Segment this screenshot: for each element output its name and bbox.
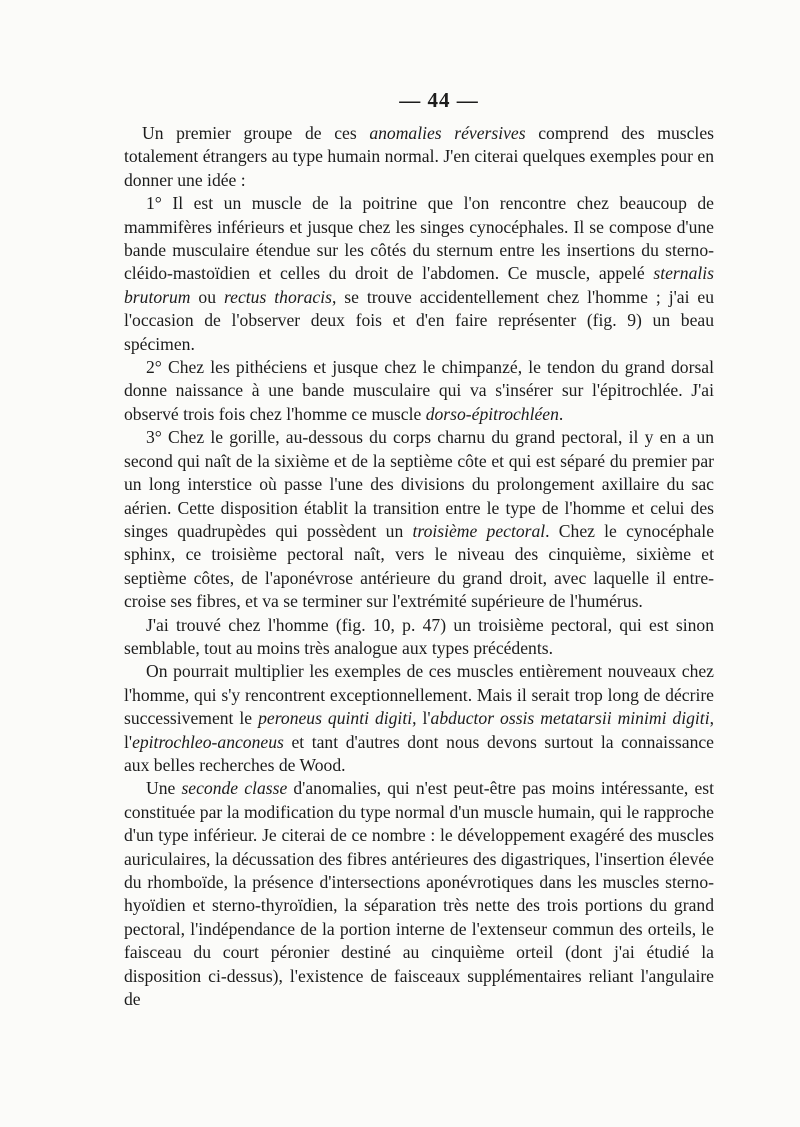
text-run: . [558, 403, 564, 424]
text-run: , l' [412, 708, 431, 729]
italic-term: peroneus quinti digiti [258, 708, 413, 729]
text-run: , se trouve accidentellement chez l'homme ; j'ai eu l'occasion de l'observer deux fois et d'en faire représenter (fig. 9) un beau spécimen. [124, 286, 715, 354]
paragraph [124, 426, 714, 613]
paragraph [124, 356, 714, 426]
paragraph [124, 192, 714, 356]
text-run: 3° Chez le gorille, au-dessous du corps charnu du grand pectoral, il y en a un second qui naît de la sixième et de la septième côte et qui est séparé du premier par un long interstice où passe l'une des divisions du prolongement axillaire du sac aérien. Cette disposition établit la transition entre le type de l'homme et celui des singes quadrupèdes qui possèdent un [124, 427, 714, 541]
italic-term: epitrochleo-anconeus [132, 731, 284, 752]
paragraph [124, 660, 714, 777]
text-run: ou [190, 286, 224, 307]
text-run: 2° Chez les pithéciens et jusque chez le chimpanzé, le tendon du grand dorsal donne naissance à une bande musculaire qui va s'insérer sur l'épitrochlée. J'ai observé trois fois chez l'homme ce muscle [124, 357, 714, 424]
text-run: et tant d'autres dont nous devons surtout la connaissance aux belles recherches de Wood. [124, 731, 714, 775]
body-text [124, 122, 714, 1011]
italic-term: troisième pectoral [412, 520, 546, 541]
text-run: J'ai trouvé chez l'homme (fig. 10, p. 47) un troisième pectoral, qui est sinon semblable, tout au moins très analogue aux types précédents. [124, 614, 714, 658]
italic-term: abductor ossis metatarsii minimi digiti [430, 708, 710, 729]
text-run: Un premier groupe de ces [142, 123, 370, 143]
text-run: comprend des muscles totalement étrangers au type humain normal. J'en citerai quelques exemples pour en donner une idée : [124, 123, 714, 190]
italic-term: anomalies réversives [369, 123, 526, 143]
text-run: . Chez le cynocéphale sphinx, ce troisième pectoral naît, vers le niveau des cinquième, sixième et septième côtes, de l'aponévrose antérieure du grand droit, avec laquelle il entre-croise ses fibres, et va se terminer sur l'extrémité supérieure de l'humérus. [124, 520, 715, 612]
italic-term: rectus thoracis [223, 286, 332, 307]
paragraph [124, 122, 714, 192]
text-run: Une [146, 778, 182, 799]
page-number: — 44 — [399, 88, 479, 112]
text-run: On pourrait multiplier les exemples de ces muscles entièrement nouveaux chez l'homme, qui s'y rencontrent exceptionnellement. Mais il serait trop long de décrire successivement le [124, 661, 714, 729]
paragraph [124, 777, 714, 1011]
text-run: 1° Il est un muscle de la poitrine que l'on rencontre chez beaucoup de mammifères inférieurs et jusque chez les singes cynocéphales. Il se compose d'une bande musculaire étendue sur les côtés du sternum entre les insertions du sterno-cléido-mastoïdien et celles du droit de l'abdomen. Ce muscle, appelé [124, 193, 714, 284]
italic-term: seconde classe [181, 778, 288, 799]
text-run: , l' [124, 708, 714, 752]
italic-term: sternalis brutorum [124, 263, 714, 307]
text-run: d'anomalies, qui n'est peut-être pas moins intéressante, est constituée par la modification du type normal d'un muscle humain, qui le rapproche d'un type inférieur. Je citerai de ce nombre : le développement exagéré des muscles auriculaires, la décussation des fibres antérieures des digastriques, l'insertion élevée du rhomboïde, la présence d'intersections aponévrotiques dans les muscles sterno-hyoïdien et sterno-thyroïdien, la séparation très nette des trois portions du grand pectoral, l'indépendance de la portion interne de l'extenseur commun des orteils, le faisceau du court péronier destiné au cinquième orteil (dont j'ai étudié la disposition ci-dessus), l'existence de faisceaux supplémentaires reliant l'angulaire de [124, 778, 714, 1010]
paragraph [124, 614, 714, 661]
italic-term: dorso-épitrochléen [425, 403, 559, 424]
